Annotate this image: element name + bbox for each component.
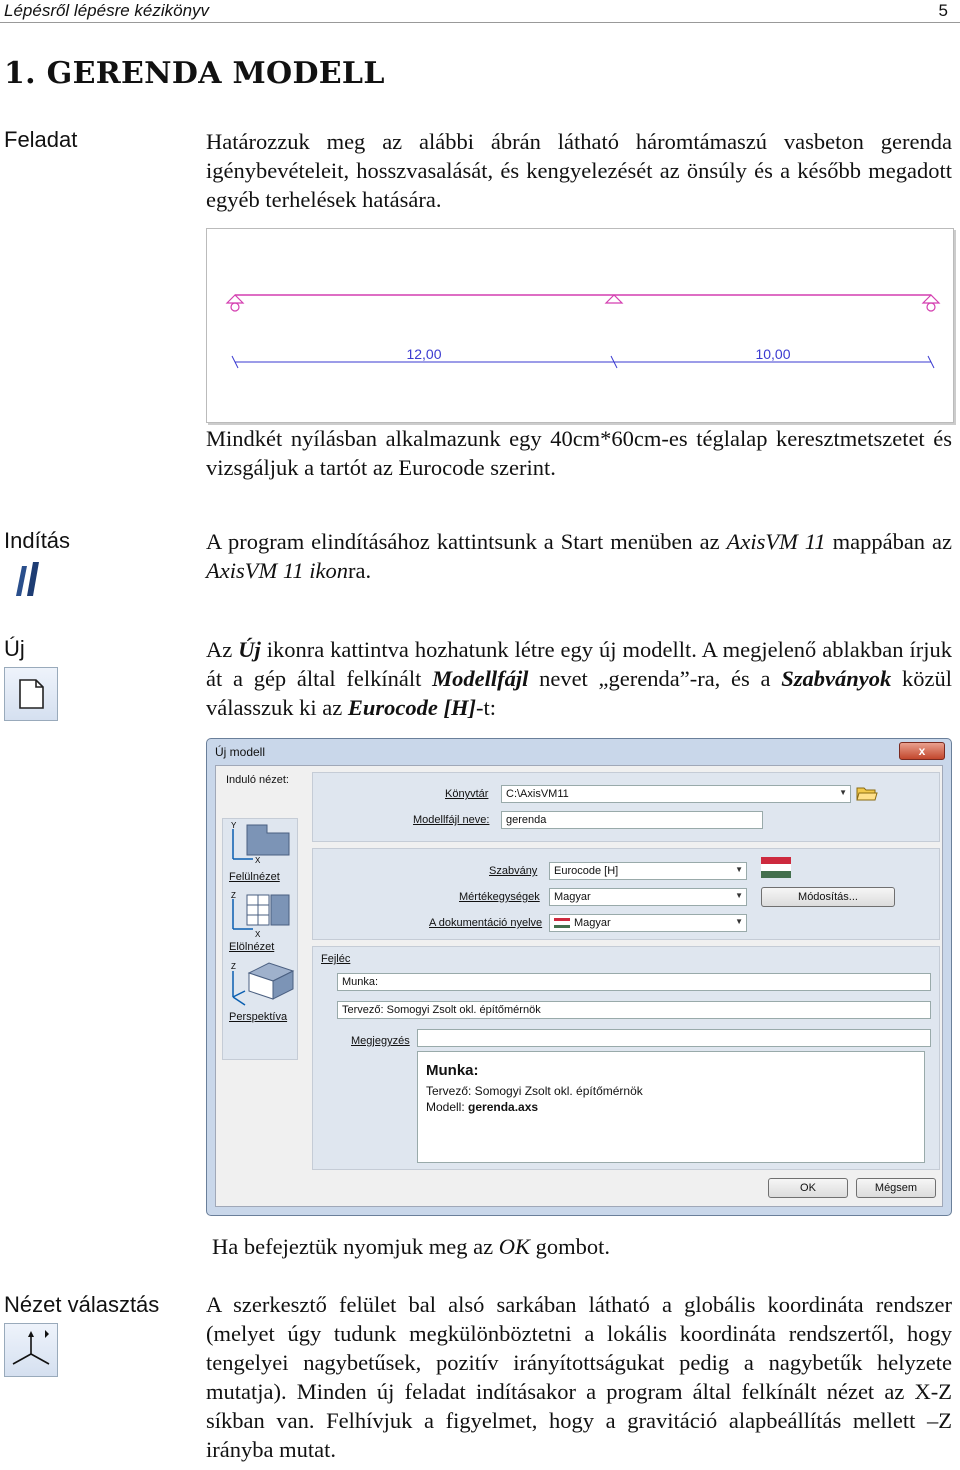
konyvtar-label: Könyvtár [445,788,489,800]
svg-text:X: X [255,856,261,865]
span-1-label: 12,00 [406,346,442,362]
svg-text:Y: Y [231,821,237,830]
feladat-text: Határozzuk meg az alábbi ábrán látható háromtámaszú vasbeton gerenda igénybevételeit, hosszvasalását, és kengyelezését az önsúly és a később megadott egyéb terhelések hatására. [206,129,952,212]
start-view-label: Induló nézet: [226,774,289,786]
inditas-em-axisvm: AxisVM 11 [726,529,826,554]
dok-nyelv-value: Magyar [574,917,611,929]
mertekegyseg-label: Mértékegységek [459,891,540,903]
front-view-icon [223,889,297,939]
uj-text [206,635,952,722]
preview-model-label: Modell: [426,1100,469,1114]
uj-text-3: nevet „gerenda”-ra, és a [528,666,782,691]
coordinate-axes-icon [4,1323,58,1377]
header-preview [417,1051,925,1163]
close-button[interactable]: x [899,742,945,760]
dialog-title: Új modell [215,745,266,759]
beam-drawing [207,229,953,422]
inditas-text [206,527,952,585]
ok-note-em: OK [498,1234,531,1259]
top-view-icon [223,819,297,869]
file-panel [312,772,940,842]
hungarian-flag-icon [761,857,791,878]
inditas-text-1: A program elindításához kattintsunk a Start menüben az [206,529,727,554]
ok-note [212,1232,958,1261]
preview-line-1: Tervező: Somogyi Zsolt okl. építőmérnök [426,1084,643,1098]
ok-note-text-2: gombot. [530,1234,611,1259]
side-label-uj: Új [4,636,25,661]
preview-model-value: gerenda.axs [468,1100,539,1114]
axisvm-logo-icon [14,562,42,596]
megjegyzes-label: Megjegyzés [351,1035,410,1047]
dok-nyelv-combo[interactable] [549,914,747,932]
new-model-dialog [206,738,952,1216]
perspective-view-icon [223,959,297,1009]
side-label-inditas: Indítás [4,528,71,553]
uj-em-eurocode: Eurocode [H] [347,695,476,720]
uj-text-2: ikonra kattintva hozhatunk létre egy új modellt. A megjelenő ablakban írjuk át a gép által felkínált [206,637,952,691]
uj-em-modellfajl: Modellfájl [432,666,529,691]
start-view-panel [222,818,298,1060]
svg-text:Z: Z [231,891,236,900]
munka-input[interactable]: Munka: [337,973,931,991]
right-support-icon [923,295,939,311]
page-number: 5 [938,1,948,20]
svg-text:X: X [255,930,261,939]
middle-support-icon [606,295,622,303]
dok-nyelv-label: A dokumentáció nyelve [429,917,543,929]
view-option-top[interactable] [223,819,297,883]
svg-text:Z: Z [231,962,236,971]
uj-text-4: közül válasszuk ki az [206,666,952,720]
view-label-front: Elölnézet [229,941,275,953]
fejlec-label: Fejléc [321,953,351,965]
open-folder-icon[interactable] [855,782,879,802]
szabvany-label: Szabvány [489,865,538,877]
beam-figure [206,228,954,423]
chapter-number: 1. [4,56,36,91]
uj-text-1: Az [206,637,239,662]
mertekegyseg-combo[interactable]: Magyar ▼ [549,888,747,906]
view-label-top: Felülnézet [229,871,280,883]
left-support-icon [227,295,243,311]
nezet-text: A szerkesztő felület bal alsó sarkában látható a globális koordináta rendszer (melyet úgy tudunk megkülönböztetni a lokális koordináta rendszertől, hogy tengelyei nagybetűsek, pozitív irányítottságukat pedig a nagybetűk helyzete mutatja). Minden új feladat indításakor a program által felkínált nézet az X-Z síkban van. Felhívjuk a figyelmet, hogy a gravitáció alapbeállítás mellett –Z irányba mutat. [206,1292,952,1462]
span-2-label: 10,00 [755,346,791,362]
tervezo-input[interactable]: Tervező: Somogyi Zsolt okl. építőmérnök [337,1001,931,1019]
side-label-feladat: Feladat [4,127,78,152]
view-label-perspective: Perspektíva [229,1011,288,1023]
view-option-front[interactable] [223,889,297,953]
new-document-icon [4,667,58,721]
view-option-perspective[interactable] [223,959,297,1023]
ok-note-text-1: Ha befejeztük nyomjuk meg az [212,1234,499,1259]
szabvany-combo[interactable]: Eurocode [H] ▼ [549,862,747,880]
ok-button[interactable]: OK [768,1178,848,1198]
hungarian-mini-flag-icon [554,918,570,928]
preview-line-2 [426,1100,538,1114]
modellfajl-label: Modellfájl neve: [413,814,490,826]
inditas-text-2: mappában az [825,529,952,554]
page-header [0,0,960,23]
dialog-client-area [215,765,943,1207]
chapter-title: GERENDA MODELL [46,56,385,91]
uj-text-5: -t: [475,695,496,720]
modositas-button[interactable]: Módosítás... [761,887,895,907]
settings-panel [312,848,940,940]
modellfajl-input[interactable]: gerenda [501,811,763,829]
manual-title: Lépésről lépésre kézikönyv [4,1,210,20]
preview-title: Munka: [426,1062,479,1079]
side-label-nezet: Nézet választás [4,1292,160,1317]
feladat-note: Mindkét nyílásban alkalmazunk egy 40cm*60cm-es téglalap keresztmetszetet és vizsgáljuk a tartót az Eurocode szerint. [206,426,952,480]
megjegyzes-input[interactable] [417,1029,931,1047]
cancel-button[interactable]: Mégsem [856,1178,936,1198]
konyvtar-combo[interactable]: C:\AxisVM11 ▼ [501,785,851,803]
inditas-text-3: ra. [348,558,372,583]
uj-em-szabvanyok: Szabványok [781,666,892,691]
chapter-heading [4,56,385,91]
header-panel [312,946,940,1170]
inditas-em-ikon: AxisVM 11 ikon [206,558,349,583]
uj-em-uj: Új [238,637,261,662]
